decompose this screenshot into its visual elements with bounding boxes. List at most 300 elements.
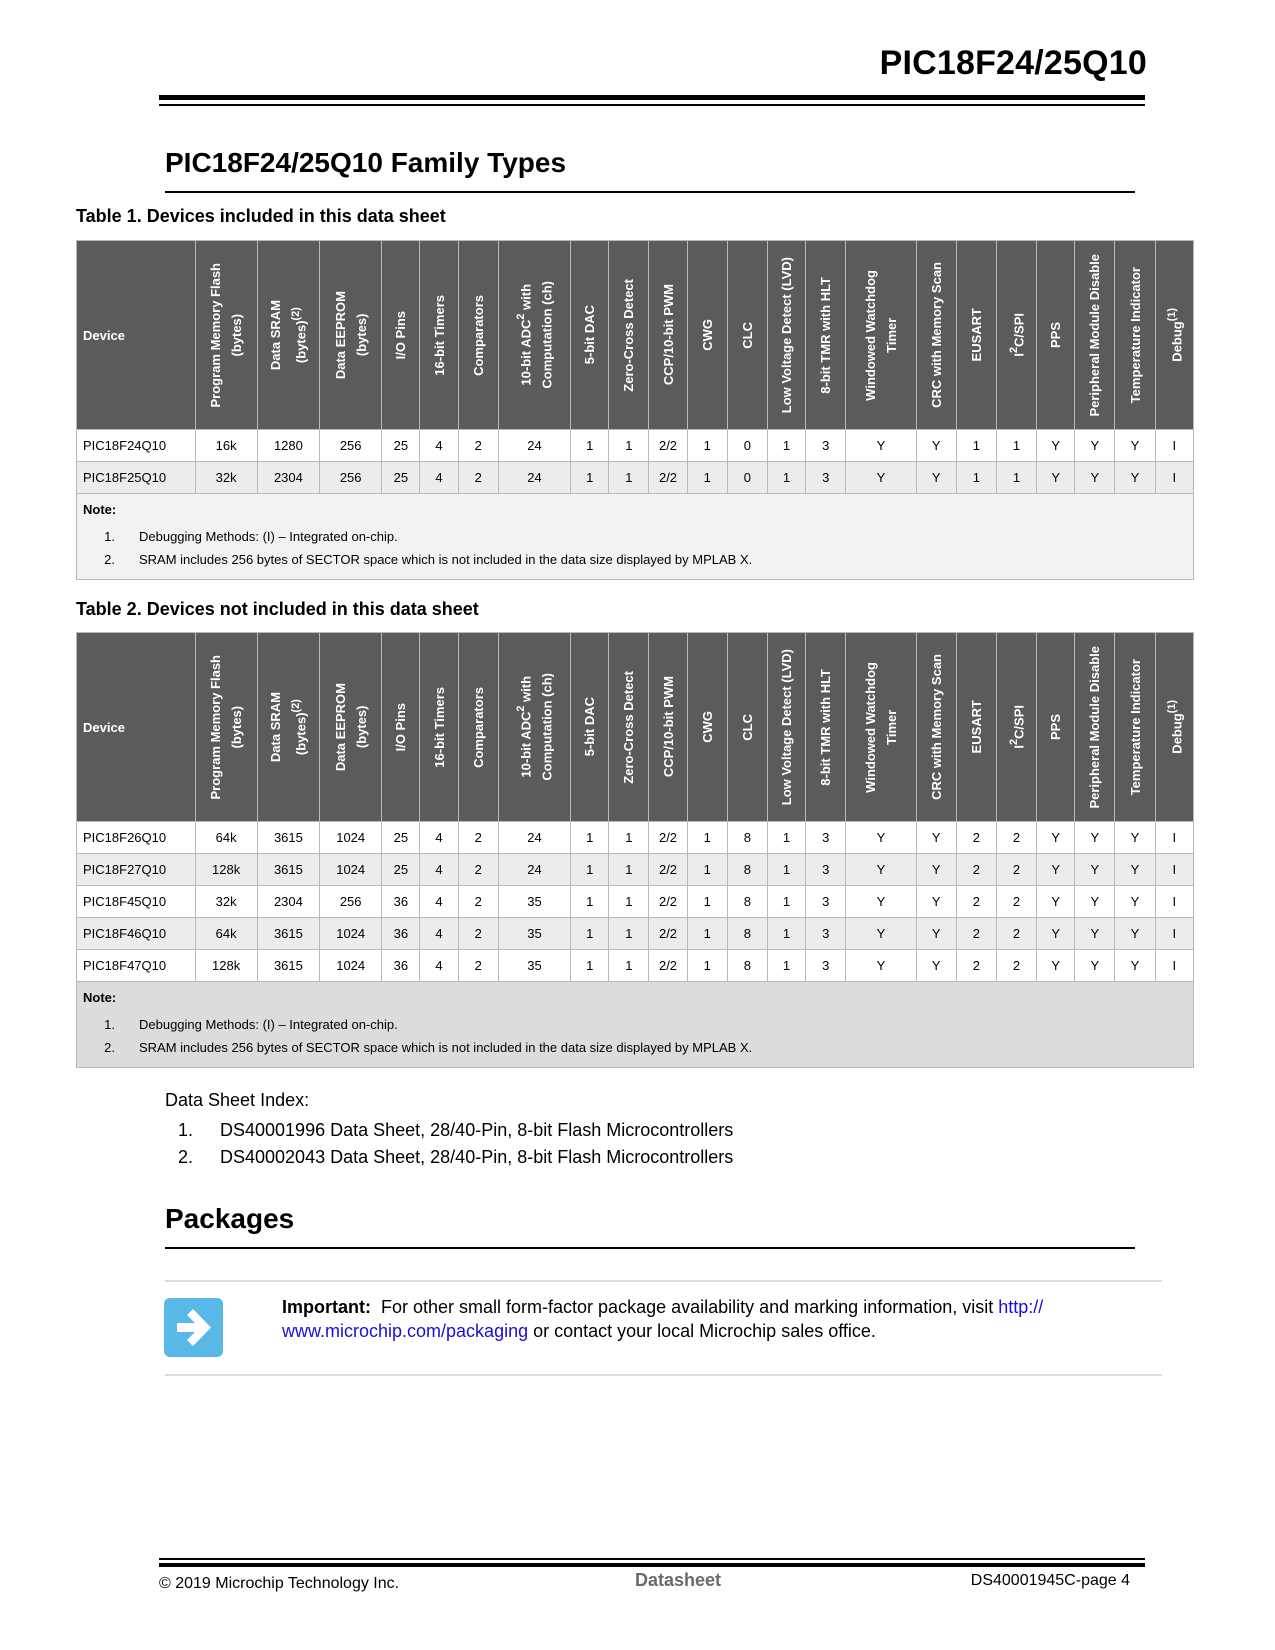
table-cell: 25 (382, 854, 420, 886)
column-header (498, 241, 570, 430)
table-cell: 3 (806, 950, 846, 982)
table-cell: Y (1037, 854, 1075, 886)
table-cell: 2/2 (649, 430, 687, 462)
note-number: 2. (104, 552, 115, 567)
table-cell: 0 (727, 462, 767, 494)
table-cell: 256 (320, 430, 382, 462)
table-cell: 3 (806, 886, 846, 918)
column-header-label: Temperature Indicator (1127, 658, 1143, 796)
table-cell: Y (1075, 462, 1115, 494)
column-header-label: PPS (1048, 321, 1064, 348)
column-header (609, 241, 649, 430)
table-cell: 1 (571, 430, 609, 462)
device-name-cell: PIC18F47Q10 (77, 950, 196, 982)
table-cell: 1 (609, 430, 649, 462)
table-cell: 1 (996, 462, 1036, 494)
table1-header-row (77, 241, 1194, 430)
column-header (1037, 633, 1075, 822)
index-item-number: 2. (178, 1147, 194, 1167)
table-cell: 2/2 (649, 918, 687, 950)
column-header-label: Temperature Indicator (1127, 266, 1143, 404)
table-cell: Y (1037, 822, 1075, 854)
column-header (498, 633, 570, 822)
table-cell: 1 (609, 918, 649, 950)
table-cell: 36 (382, 918, 420, 950)
note-text: SRAM includes 256 bytes of SECTOR space which is not included in the data size displayed by MPLAB X. (139, 1040, 753, 1055)
column-header-label: EUSART (968, 700, 984, 754)
table-cell: 25 (382, 822, 420, 854)
column-header-label: 16-bit Timers (431, 686, 447, 768)
column-header (1115, 241, 1155, 430)
table-cell: 2 (996, 886, 1036, 918)
table-cell: 3 (806, 918, 846, 950)
column-header-label: Comparators (470, 294, 486, 376)
table-cell: Y (846, 950, 916, 982)
column-header-label: PPS (1048, 713, 1064, 740)
table-row (77, 854, 1194, 886)
table-cell: 32k (195, 886, 257, 918)
table-cell: Y (846, 886, 916, 918)
column-header (458, 241, 498, 430)
table-row (77, 822, 1194, 854)
index-item (178, 1147, 733, 1168)
table-row (77, 918, 1194, 950)
column-header-label: Debug$^{(1)}$ (1165, 308, 1184, 362)
table-cell: 3 (806, 822, 846, 854)
column-header (195, 633, 257, 822)
table-cell: 4 (420, 854, 458, 886)
table-cell: 1 (767, 462, 805, 494)
index-item-text: DS40001996 Data Sheet, 28/40-Pin, 8-bit Flash Microcontrollers (220, 1120, 734, 1140)
note-text: SRAM includes 256 bytes of SECTOR space which is not included in the data size displayed by MPLAB X. (139, 552, 753, 567)
column-header-label: CCP/10-bit PWM (660, 284, 676, 386)
table-cell: Y (916, 430, 956, 462)
table-row (77, 886, 1194, 918)
table-cell: Y (846, 822, 916, 854)
table-cell: 1280 (257, 430, 319, 462)
column-header (996, 633, 1036, 822)
table-cell: 2 (956, 822, 996, 854)
table-cell: 1024 (320, 950, 382, 982)
table-cell: I (1155, 886, 1193, 918)
table-cell: I (1155, 918, 1193, 950)
table-cell: I (1155, 462, 1193, 494)
column-header-label: CWG (699, 711, 715, 743)
table-cell: 1 (571, 950, 609, 982)
table-cell: 4 (420, 430, 458, 462)
table-cell: 1 (687, 462, 727, 494)
column-header (1115, 633, 1155, 822)
column-header-label: CLC (739, 713, 755, 741)
column-header (420, 633, 458, 822)
note-item (83, 548, 1187, 571)
note-heading: Note: (83, 502, 117, 517)
table-cell: 4 (420, 886, 458, 918)
table-cell: 2 (458, 918, 498, 950)
table-cell: Y (846, 430, 916, 462)
device-name-cell: PIC18F27Q10 (77, 854, 196, 886)
table-cell: 8 (727, 950, 767, 982)
column-header (320, 241, 382, 430)
important-text-before: For other small form-factor package availability and marking information, visit (381, 1297, 999, 1317)
device-name-cell: PIC18F25Q10 (77, 462, 196, 494)
table-cell: 3 (806, 430, 846, 462)
column-header-label: 8-bit TMR with HLT (818, 668, 834, 786)
table-cell: 2 (956, 886, 996, 918)
column-header (458, 633, 498, 822)
table-cell: Y (1075, 822, 1115, 854)
table-cell: 1 (687, 822, 727, 854)
column-header-label: CRC with Memory Scan (928, 262, 944, 408)
table-cell: Y (1037, 886, 1075, 918)
table-cell: 25 (382, 430, 420, 462)
footer-page-number: DS40001945C-page 4 (970, 1572, 1130, 1589)
table-cell: 256 (320, 886, 382, 918)
table-cell: 2 (996, 854, 1036, 886)
column-header-label: CCP/10-bit PWM (660, 676, 676, 778)
important-text-after: or contact your local Microchip sales office. (528, 1321, 876, 1341)
table-cell: 3615 (257, 854, 319, 886)
column-header-label: 10-bit ADC$^2$ with Computation (ch) (515, 673, 555, 781)
table-cell: 1 (571, 822, 609, 854)
column-header-label: Data SRAM (bytes)$^{(2)}$ (268, 691, 309, 763)
table-cell: 2/2 (649, 462, 687, 494)
table-cell: 1 (996, 430, 1036, 462)
section-title-packages: Packages (165, 1203, 295, 1234)
column-header-label: Windowed Watchdog Timer (862, 269, 899, 401)
column-header (996, 241, 1036, 430)
table-cell: 1 (767, 918, 805, 950)
column-header-label: Zero-Cross Detect (621, 278, 637, 392)
note-item (83, 525, 1187, 548)
column-header (687, 633, 727, 822)
column-header (767, 633, 805, 822)
table-cell: 1 (767, 886, 805, 918)
column-header (916, 241, 956, 430)
table-cell: 24 (498, 430, 570, 462)
table-cell: 32k (195, 462, 257, 494)
section-title-family-types: PIC18F24/25Q10 Family Types (165, 147, 567, 178)
table-cell: Y (1037, 462, 1075, 494)
device-name-cell: PIC18F46Q10 (77, 918, 196, 950)
table-cell: 1 (609, 886, 649, 918)
footer-rule-thin (159, 1558, 1145, 1560)
table-cell: I (1155, 822, 1193, 854)
table-cell: 2 (956, 854, 996, 886)
table-cell: 1 (956, 462, 996, 494)
arrow-right-icon (164, 1298, 223, 1357)
important-note (282, 1295, 1102, 1343)
column-header (195, 241, 257, 430)
column-header (571, 633, 609, 822)
table-cell: 1024 (320, 854, 382, 886)
table-cell: 2304 (257, 886, 319, 918)
table-cell: 2304 (257, 462, 319, 494)
table-note (77, 494, 1194, 580)
table-cell: 3 (806, 462, 846, 494)
table-cell: 1 (609, 950, 649, 982)
table-cell: Y (916, 854, 956, 886)
column-header-label: Data EEPROM (bytes) (332, 290, 369, 380)
device-name-cell: PIC18F24Q10 (77, 430, 196, 462)
table-cell: 1 (687, 918, 727, 950)
column-header (1075, 633, 1115, 822)
table-cell: 2 (458, 462, 498, 494)
table-cell: Y (1037, 430, 1075, 462)
data-sheet-index-label: Data Sheet Index: (165, 1090, 310, 1110)
column-header (846, 241, 916, 430)
table-cell: 8 (727, 822, 767, 854)
packaging-link-part1[interactable]: http:// (998, 1297, 1044, 1317)
table-cell: 36 (382, 950, 420, 982)
table-cell: 1 (767, 950, 805, 982)
column-header (320, 633, 382, 822)
table-cell: 1 (767, 822, 805, 854)
table1-caption: Table 1. Devices included in this data sheet (76, 206, 446, 226)
table-cell: 1 (571, 854, 609, 886)
table-cell: 64k (195, 918, 257, 950)
table-cell: 64k (195, 822, 257, 854)
column-header (257, 633, 319, 822)
table-cell: I (1155, 950, 1193, 982)
table-cell: 2 (996, 918, 1036, 950)
table-cell: 2 (956, 950, 996, 982)
column-header-label: Peripheral Module Disable (1087, 253, 1103, 417)
index-item-text: DS40002043 Data Sheet, 28/40-Pin, 8-bit Flash Microcontrollers (220, 1147, 734, 1167)
table-cell: 4 (420, 918, 458, 950)
table-cell: Y (1075, 854, 1115, 886)
column-header-label: CWG (699, 319, 715, 351)
table-cell: 1 (956, 430, 996, 462)
table-cell: 2/2 (649, 854, 687, 886)
table-cell: 256 (320, 462, 382, 494)
column-header-label: EUSART (968, 308, 984, 362)
column-header-label: Low Voltage Detect (LVD) (779, 256, 795, 414)
table-cell: 24 (498, 822, 570, 854)
column-header (1155, 241, 1193, 430)
note-number: 2. (104, 1040, 115, 1055)
table-cell: Y (916, 950, 956, 982)
table-cell: Y (1115, 462, 1155, 494)
table-cell: Y (916, 462, 956, 494)
table-cell: Y (1115, 430, 1155, 462)
table-cell: I (1155, 430, 1193, 462)
table-cell: 2 (956, 918, 996, 950)
column-header-label: Peripheral Module Disable (1087, 645, 1103, 809)
table-cell: 1024 (320, 918, 382, 950)
note-number: 1. (104, 1017, 115, 1032)
table-cell: 1 (687, 950, 727, 982)
table-cell: 24 (498, 462, 570, 494)
table-cell: 35 (498, 886, 570, 918)
table-cell: 2 (996, 822, 1036, 854)
column-header-label: Data SRAM (bytes)$^{(2)}$ (268, 299, 309, 371)
table-cell: 3615 (257, 918, 319, 950)
table-cell: 35 (498, 950, 570, 982)
column-header-label: I/O Pins (393, 702, 409, 752)
table-cell: 1 (609, 462, 649, 494)
column-header (1155, 633, 1193, 822)
note-item (83, 1036, 1187, 1059)
table-cell: Y (916, 918, 956, 950)
column-header (382, 241, 420, 430)
table-cell: 4 (420, 822, 458, 854)
table2-header-row (77, 633, 1194, 822)
table-cell: 8 (727, 918, 767, 950)
table-cell: 1 (609, 822, 649, 854)
column-header (1037, 241, 1075, 430)
footer-doc-type: Datasheet (635, 1570, 722, 1590)
table-cell: 3615 (257, 950, 319, 982)
table-cell: Y (846, 918, 916, 950)
table-cell: 4 (420, 950, 458, 982)
table-cell: 2 (458, 822, 498, 854)
table-cell: 1 (687, 854, 727, 886)
table-cell: Y (916, 886, 956, 918)
column-header-label: Debug$^{(1)}$ (1165, 700, 1184, 754)
header-rule (159, 95, 1145, 100)
table-cell: 1 (687, 430, 727, 462)
table-row (77, 462, 1194, 494)
table-cell: 1 (767, 854, 805, 886)
column-header-label: 5-bit DAC (582, 697, 598, 757)
table-cell: Y (1115, 886, 1155, 918)
column-header-label: Comparators (470, 686, 486, 768)
table-cell: Y (846, 462, 916, 494)
column-header-label: CRC with Memory Scan (928, 654, 944, 800)
table-cell: 35 (498, 918, 570, 950)
table-row (77, 950, 1194, 982)
document-header-title: PIC18F24/25Q10 (879, 44, 1147, 82)
table-cell: Y (846, 854, 916, 886)
table-cell: 128k (195, 950, 257, 982)
column-header-label: $I^2C$/SPI (1007, 705, 1027, 749)
table-cell: 1 (687, 886, 727, 918)
table-cell: 24 (498, 854, 570, 886)
column-header: Device (77, 633, 196, 822)
table-cell: 36 (382, 886, 420, 918)
column-header (727, 633, 767, 822)
column-header (727, 241, 767, 430)
column-header (649, 633, 687, 822)
note-text: Debugging Methods: (I) – Integrated on-chip. (139, 529, 398, 544)
table-cell: 2/2 (649, 822, 687, 854)
table-cell: Y (1075, 430, 1115, 462)
column-header (806, 241, 846, 430)
index-item-number: 1. (178, 1120, 194, 1140)
column-header-label: I/O Pins (393, 310, 409, 360)
column-header (1075, 241, 1115, 430)
note-number: 1. (104, 529, 115, 544)
section-rule (165, 1247, 1135, 1249)
table-cell: 2 (458, 886, 498, 918)
column-header (806, 633, 846, 822)
column-header-label: CLC (739, 321, 755, 349)
footer-rule (159, 1563, 1145, 1567)
table-cell: I (1155, 854, 1193, 886)
note-heading: Note: (83, 990, 117, 1005)
table-cell: 1 (571, 918, 609, 950)
column-header (956, 241, 996, 430)
column-header (649, 241, 687, 430)
column-header-label: Zero-Cross Detect (621, 670, 637, 784)
column-header-label: Data EEPROM (bytes) (332, 682, 369, 772)
table-cell: Y (1075, 950, 1115, 982)
column-header-label: $I^2C$/SPI (1007, 313, 1027, 357)
table-cell: 16k (195, 430, 257, 462)
table-note (77, 982, 1194, 1068)
note-item (83, 1013, 1187, 1036)
table-cell: Y (1037, 918, 1075, 950)
important-box-bottom-rule (165, 1374, 1162, 1376)
column-header (916, 633, 956, 822)
column-header (382, 633, 420, 822)
column-header-label: 16-bit Timers (431, 294, 447, 376)
table-cell: Y (1075, 918, 1115, 950)
column-header-label: 8-bit TMR with HLT (818, 276, 834, 394)
column-header (609, 633, 649, 822)
device-name-cell: PIC18F26Q10 (77, 822, 196, 854)
table-cell: 2 (458, 950, 498, 982)
table-cell: 1 (571, 462, 609, 494)
table-cell: 8 (727, 854, 767, 886)
table-cell: 25 (382, 462, 420, 494)
note-text: Debugging Methods: (I) – Integrated on-chip. (139, 1017, 398, 1032)
column-header (571, 241, 609, 430)
table-cell: 1 (571, 886, 609, 918)
table-note-row (77, 982, 1194, 1068)
important-label: Important: (282, 1297, 371, 1317)
header-rule-thin (159, 104, 1145, 106)
column-header (687, 241, 727, 430)
footer-copyright: © 2019 Microchip Technology Inc. (159, 1575, 400, 1592)
table-cell: Y (1115, 918, 1155, 950)
column-header-label: 5-bit DAC (582, 305, 598, 365)
table-cell: 2/2 (649, 886, 687, 918)
important-box-top-rule (165, 1280, 1162, 1282)
column-header (767, 241, 805, 430)
table-cell: 1 (767, 430, 805, 462)
index-item (178, 1120, 733, 1141)
table-cell: Y (1115, 822, 1155, 854)
table-cell: Y (1075, 886, 1115, 918)
table-cell: 8 (727, 886, 767, 918)
column-header-label: 10-bit ADC$^2$ with Computation (ch) (515, 281, 555, 389)
table-row (77, 430, 1194, 462)
table-cell: 128k (195, 854, 257, 886)
table1-devices-included (76, 240, 1194, 580)
column-header (257, 241, 319, 430)
column-header (956, 633, 996, 822)
table-cell: Y (1115, 950, 1155, 982)
table-note-row (77, 494, 1194, 580)
device-name-cell: PIC18F45Q10 (77, 886, 196, 918)
table-cell: 2 (458, 430, 498, 462)
column-header-label: Program Memory Flash (bytes) (208, 654, 245, 800)
column-header (846, 633, 916, 822)
table-cell: Y (916, 822, 956, 854)
packaging-link-part2[interactable]: www.microchip.com/packaging (282, 1321, 529, 1341)
table-cell: 3615 (257, 822, 319, 854)
table2-caption: Table 2. Devices not included in this data sheet (76, 599, 479, 619)
table-cell: 3 (806, 854, 846, 886)
column-header: Device (77, 241, 196, 430)
column-header (420, 241, 458, 430)
column-header-label: Program Memory Flash (bytes) (208, 262, 245, 408)
table-cell: Y (1115, 854, 1155, 886)
table-cell: Y (1037, 950, 1075, 982)
table-cell: 4 (420, 462, 458, 494)
